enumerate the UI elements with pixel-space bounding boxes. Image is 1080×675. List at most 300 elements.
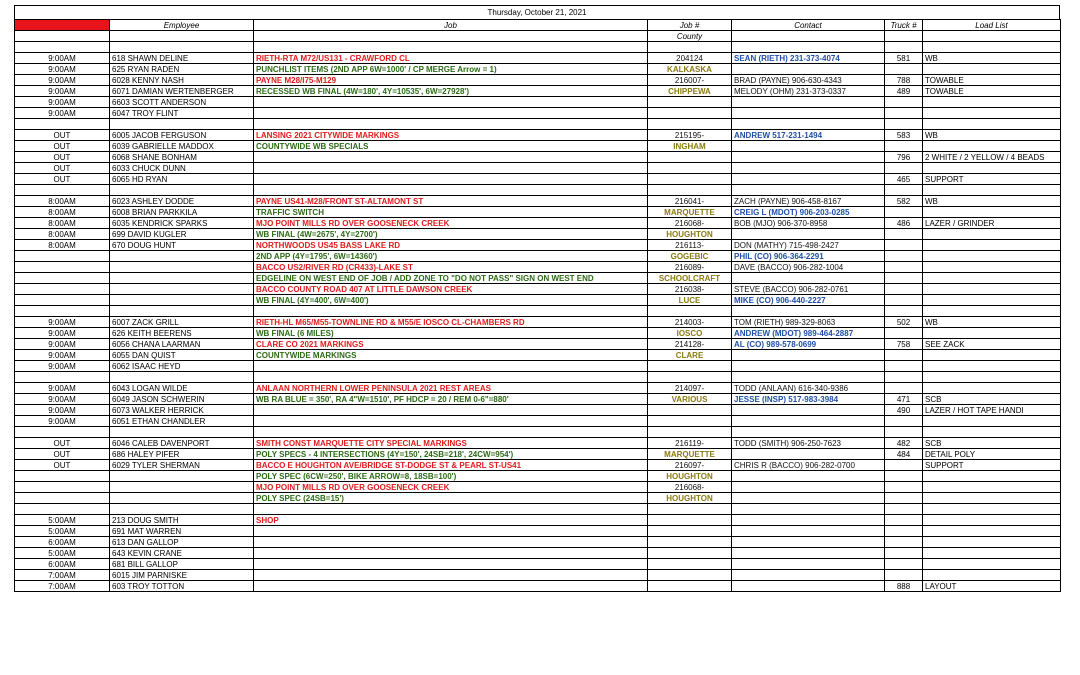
employee-cell <box>110 284 254 295</box>
job-cell: RIETH-RTA M72/US131 - CRAWFORD CL <box>254 53 648 64</box>
table-row <box>15 207 1061 218</box>
contact-cell <box>732 152 885 163</box>
header-job-number: Job # <box>648 20 732 31</box>
table-row <box>15 570 1061 581</box>
table-row <box>15 306 1061 317</box>
load-list-cell <box>923 295 1061 306</box>
table-row <box>15 548 1061 559</box>
contact-cell <box>732 504 885 515</box>
time-cell: 9:00AM <box>15 97 110 108</box>
contact-cell: ANDREW 517-231-1494 <box>732 130 885 141</box>
job-cell <box>254 42 648 53</box>
truck-cell: 486 <box>885 218 923 229</box>
table-row <box>15 64 1061 75</box>
job-cell: POLY SPEC (6CW=250', BIKE ARROW=8, 18SB=100') <box>254 471 648 482</box>
table-row <box>15 86 1061 97</box>
job-cell <box>254 559 648 570</box>
employee-cell: 6068 SHANE BONHAM <box>110 152 254 163</box>
job-number-cell <box>648 581 732 592</box>
job-cell <box>254 537 648 548</box>
contact-cell <box>732 42 885 53</box>
truck-cell <box>885 163 923 174</box>
employee-cell <box>110 42 254 53</box>
job-number-cell: 204124 <box>648 53 732 64</box>
table-row <box>15 405 1061 416</box>
job-cell <box>254 548 648 559</box>
table-row <box>15 97 1061 108</box>
time-cell <box>15 482 110 493</box>
job-cell: COUNTYWIDE MARKINGS <box>254 350 648 361</box>
employee-cell: 6051 ETHAN CHANDLER <box>110 416 254 427</box>
table-row <box>15 141 1061 152</box>
job-cell <box>254 163 648 174</box>
job-number-cell: CHIPPEWA <box>648 86 732 97</box>
contact-cell <box>732 449 885 460</box>
contact-cell <box>732 493 885 504</box>
job-cell: SHOP <box>254 515 648 526</box>
employee-cell: 6039 GABRIELLE MADDOX <box>110 141 254 152</box>
table-row <box>15 438 1061 449</box>
employee-cell <box>110 262 254 273</box>
table-row <box>15 295 1061 306</box>
job-number-cell <box>648 119 732 130</box>
time-cell: OUT <box>15 438 110 449</box>
load-list-cell <box>923 361 1061 372</box>
job-number-cell: 214003- <box>648 317 732 328</box>
table-row <box>15 218 1061 229</box>
truck-cell <box>885 493 923 504</box>
load-list-cell <box>923 273 1061 284</box>
employee-cell: 6023 ASHLEY DODDE <box>110 196 254 207</box>
load-list-cell <box>923 207 1061 218</box>
employee-cell <box>110 427 254 438</box>
job-number-cell: 216089- <box>648 262 732 273</box>
job-number-cell: 216113- <box>648 240 732 251</box>
time-cell: 8:00AM <box>15 218 110 229</box>
time-cell: 9:00AM <box>15 416 110 427</box>
truck-cell <box>885 515 923 526</box>
job-number-cell <box>648 416 732 427</box>
time-cell <box>15 119 110 130</box>
employee-cell <box>110 372 254 383</box>
load-list-cell: WB <box>923 196 1061 207</box>
truck-cell <box>885 416 923 427</box>
job-number-cell: IOSCO <box>648 328 732 339</box>
contact-cell <box>732 537 885 548</box>
contact-cell: TODD (ANLAAN) 616-340-9386 <box>732 383 885 394</box>
job-number-cell <box>648 306 732 317</box>
contact-cell: MELODY (OHM) 231-373-0337 <box>732 86 885 97</box>
employee-cell: 603 TROY TOTTON <box>110 581 254 592</box>
table-row <box>15 42 1061 53</box>
contact-cell: AL (CO) 989-578-0699 <box>732 339 885 350</box>
contact-cell <box>732 581 885 592</box>
table-row <box>15 515 1061 526</box>
job-number-cell: KALKASKA <box>648 64 732 75</box>
truck-cell <box>885 207 923 218</box>
truck-cell: 888 <box>885 581 923 592</box>
contact-cell <box>732 108 885 119</box>
time-cell: 9:00AM <box>15 53 110 64</box>
contact-cell <box>732 482 885 493</box>
load-list-cell <box>923 350 1061 361</box>
job-cell: TRAFFIC SWITCH <box>254 207 648 218</box>
truck-cell <box>885 273 923 284</box>
truck-cell: 758 <box>885 339 923 350</box>
contact-cell <box>732 570 885 581</box>
employee-cell: 6065 HD RYAN <box>110 174 254 185</box>
employee-cell <box>110 504 254 515</box>
job-cell <box>254 108 648 119</box>
job-cell <box>254 504 648 515</box>
table-row <box>15 383 1061 394</box>
employee-cell: 6056 CHANA LAARMAN <box>110 339 254 350</box>
job-number-cell: HOUGHTON <box>648 493 732 504</box>
job-cell: BACCO E HOUGHTON AVE/BRIDGE ST-DODGE ST & PEARL ST-US41 <box>254 460 648 471</box>
truck-cell <box>885 328 923 339</box>
job-cell <box>254 570 648 581</box>
schedule-sheet <box>14 5 1060 592</box>
employee-cell: 6005 JACOB FERGUSON <box>110 130 254 141</box>
time-cell: 8:00AM <box>15 207 110 218</box>
time-cell: 7:00AM <box>15 581 110 592</box>
job-cell: RIETH-HL M65/M55-TOWNLINE RD & M55/E IOSCO CL-CHAMBERS RD <box>254 317 648 328</box>
contact-cell: DON (MATHY) 715-498-2427 <box>732 240 885 251</box>
contact-cell <box>732 559 885 570</box>
table-row <box>15 339 1061 350</box>
employee-cell: 6008 BRIAN PARKKILA <box>110 207 254 218</box>
employee-cell <box>110 306 254 317</box>
table-row <box>15 152 1061 163</box>
contact-cell <box>732 119 885 130</box>
load-list-cell <box>923 416 1061 427</box>
table-row <box>15 493 1061 504</box>
job-number-cell <box>648 163 732 174</box>
job-number-cell <box>648 372 732 383</box>
employee-cell <box>110 493 254 504</box>
time-cell: OUT <box>15 130 110 141</box>
time-cell: OUT <box>15 460 110 471</box>
employee-cell: 618 SHAWN DELINE <box>110 53 254 64</box>
job-cell <box>254 372 648 383</box>
truck-cell <box>885 306 923 317</box>
load-list-cell <box>923 97 1061 108</box>
job-number-cell: SCHOOLCRAFT <box>648 273 732 284</box>
load-list-cell: LAZER / GRINDER <box>923 218 1061 229</box>
table-row <box>15 240 1061 251</box>
time-cell: 9:00AM <box>15 317 110 328</box>
contact-cell <box>732 526 885 537</box>
job-number-cell: 216038- <box>648 284 732 295</box>
contact-cell <box>732 64 885 75</box>
load-list-cell: WB <box>923 53 1061 64</box>
employee-cell: 643 KEVIN CRANE <box>110 548 254 559</box>
load-list-cell <box>923 570 1061 581</box>
table-row <box>15 119 1061 130</box>
contact-cell <box>732 174 885 185</box>
truck-cell: 465 <box>885 174 923 185</box>
job-number-cell: 214128- <box>648 339 732 350</box>
contact-cell: BRAD (PAYNE) 906-630-4343 <box>732 75 885 86</box>
load-list-cell: SCB <box>923 438 1061 449</box>
truck-cell <box>885 295 923 306</box>
contact-cell <box>732 416 885 427</box>
load-list-cell: SUPPORT <box>923 174 1061 185</box>
table-row <box>15 526 1061 537</box>
employee-cell: 686 HALEY PIFER <box>110 449 254 460</box>
table-row <box>15 53 1061 64</box>
job-number-cell <box>648 526 732 537</box>
header-county: County <box>648 31 732 42</box>
load-list-cell <box>923 515 1061 526</box>
subheader-row <box>15 31 1061 42</box>
job-number-cell: 216068- <box>648 218 732 229</box>
table-row <box>15 427 1061 438</box>
load-list-cell <box>923 504 1061 515</box>
table-row <box>15 284 1061 295</box>
contact-cell: CREIG L (MDOT) 906-203-0285 <box>732 207 885 218</box>
truck-cell <box>885 240 923 251</box>
job-number-cell: 214097- <box>648 383 732 394</box>
time-cell <box>15 42 110 53</box>
truck-cell <box>885 570 923 581</box>
job-number-cell <box>648 361 732 372</box>
table-row <box>15 416 1061 427</box>
contact-cell <box>732 427 885 438</box>
job-cell <box>254 526 648 537</box>
table-row <box>15 108 1061 119</box>
truck-cell: 582 <box>885 196 923 207</box>
time-cell: 9:00AM <box>15 86 110 97</box>
table-row <box>15 75 1061 86</box>
employee-cell <box>110 251 254 262</box>
job-cell: 2ND APP (4Y=1795', 6W=14360') <box>254 251 648 262</box>
contact-cell: JESSE (INSP) 517-983-3984 <box>732 394 885 405</box>
table-row <box>15 251 1061 262</box>
truck-cell <box>885 262 923 273</box>
truck-cell: 796 <box>885 152 923 163</box>
load-list-cell <box>923 240 1061 251</box>
truck-cell <box>885 504 923 515</box>
table-row <box>15 482 1061 493</box>
truck-cell: 583 <box>885 130 923 141</box>
job-number-cell: VARIOUS <box>648 394 732 405</box>
load-list-cell <box>923 383 1061 394</box>
job-cell: COUNTYWIDE WB SPECIALS <box>254 141 648 152</box>
header-truck: Truck # <box>885 20 923 31</box>
job-cell <box>254 405 648 416</box>
job-cell: WB FINAL (6 MILES) <box>254 328 648 339</box>
job-number-cell: 216119- <box>648 438 732 449</box>
job-cell <box>254 97 648 108</box>
employee-cell: 6047 TROY FLINT <box>110 108 254 119</box>
employee-cell: 691 MAT WARREN <box>110 526 254 537</box>
employee-cell <box>110 471 254 482</box>
time-cell <box>15 504 110 515</box>
table-row <box>15 460 1061 471</box>
load-list-cell <box>923 482 1061 493</box>
truck-cell <box>885 372 923 383</box>
time-cell <box>15 427 110 438</box>
load-list-cell <box>923 108 1061 119</box>
truck-cell <box>885 97 923 108</box>
load-list-cell <box>923 537 1061 548</box>
truck-cell: 471 <box>885 394 923 405</box>
time-cell: 6:00AM <box>15 559 110 570</box>
truck-cell: 788 <box>885 75 923 86</box>
job-cell: SMITH CONST MARQUETTE CITY SPECIAL MARKINGS <box>254 438 648 449</box>
job-cell: PAYNE US41-M28/FRONT ST-ALTAMONT ST <box>254 196 648 207</box>
contact-cell <box>732 185 885 196</box>
job-cell <box>254 581 648 592</box>
contact-cell <box>732 361 885 372</box>
job-cell: RECESSED WB FINAL (4W=180', 4Y=10535', 6W=27928') <box>254 86 648 97</box>
employee-cell: 6035 KENDRICK SPARKS <box>110 218 254 229</box>
table-row <box>15 504 1061 515</box>
job-number-cell <box>648 185 732 196</box>
job-number-cell: 215195- <box>648 130 732 141</box>
load-list-cell: 2 WHITE / 2 YELLOW / 4 BEADS <box>923 152 1061 163</box>
employee-cell: 626 KEITH BEERENS <box>110 328 254 339</box>
time-cell: 9:00AM <box>15 361 110 372</box>
time-cell: 7:00AM <box>15 570 110 581</box>
job-cell <box>254 306 648 317</box>
table-row <box>15 229 1061 240</box>
truck-cell: 482 <box>885 438 923 449</box>
load-list-cell <box>923 185 1061 196</box>
job-number-cell <box>648 559 732 570</box>
time-cell <box>15 284 110 295</box>
job-number-cell <box>648 152 732 163</box>
load-list-cell <box>923 526 1061 537</box>
table-row <box>15 174 1061 185</box>
contact-cell <box>732 163 885 174</box>
truck-cell: 581 <box>885 53 923 64</box>
truck-cell: 484 <box>885 449 923 460</box>
job-cell: WB RA BLUE = 350', RA 4"W=1510', PF HDCP = 20 / REM 0-6"=880' <box>254 394 648 405</box>
job-number-cell: LUCE <box>648 295 732 306</box>
truck-cell: 489 <box>885 86 923 97</box>
time-cell: 9:00AM <box>15 75 110 86</box>
employee-cell: 670 DOUG HUNT <box>110 240 254 251</box>
job-cell: PUNCHLIST ITEMS (2ND APP 6W=1000' / CP MERGE Arrow = 1) <box>254 64 648 75</box>
table-row <box>15 361 1061 372</box>
job-number-cell <box>648 97 732 108</box>
contact-cell <box>732 306 885 317</box>
job-number-cell <box>648 537 732 548</box>
job-number-cell <box>648 515 732 526</box>
truck-cell <box>885 526 923 537</box>
truck-cell <box>885 42 923 53</box>
load-list-cell <box>923 471 1061 482</box>
header-load-list: Load List <box>923 20 1061 31</box>
time-cell: OUT <box>15 174 110 185</box>
truck-cell <box>885 537 923 548</box>
truck-cell <box>885 361 923 372</box>
job-number-cell <box>648 504 732 515</box>
load-list-cell <box>923 42 1061 53</box>
load-list-cell <box>923 229 1061 240</box>
truck-cell <box>885 559 923 570</box>
table-row <box>15 471 1061 482</box>
employee-cell <box>110 185 254 196</box>
contact-cell: BOB (MJO) 906-370-8958 <box>732 218 885 229</box>
job-number-cell <box>648 570 732 581</box>
load-list-cell <box>923 163 1061 174</box>
job-cell <box>254 152 648 163</box>
employee-cell: 6071 DAMIAN WERTENBERGER <box>110 86 254 97</box>
job-number-cell: 216097- <box>648 460 732 471</box>
table-row <box>15 196 1061 207</box>
contact-cell <box>732 405 885 416</box>
table-row <box>15 372 1061 383</box>
table-row <box>15 317 1061 328</box>
time-cell: 9:00AM <box>15 405 110 416</box>
contact-cell: ANDREW (MDOT) 989-464-2887 <box>732 328 885 339</box>
job-cell <box>254 185 648 196</box>
employee-cell <box>110 119 254 130</box>
table-row <box>15 328 1061 339</box>
job-number-cell: MARQUETTE <box>648 449 732 460</box>
time-cell: 9:00AM <box>15 339 110 350</box>
truck-cell <box>885 427 923 438</box>
header-contact: Contact <box>732 20 885 31</box>
time-cell <box>15 185 110 196</box>
employee-cell: 6055 DAN QUIST <box>110 350 254 361</box>
truck-cell <box>885 251 923 262</box>
truck-cell <box>885 64 923 75</box>
table-row <box>15 185 1061 196</box>
truck-cell: 502 <box>885 317 923 328</box>
load-list-cell <box>923 141 1061 152</box>
truck-cell <box>885 141 923 152</box>
job-cell: PAYNE M28/I75-M129 <box>254 75 648 86</box>
header-employee: Employee <box>110 20 254 31</box>
contact-cell <box>732 548 885 559</box>
employee-cell: 6015 JIM PARNISKE <box>110 570 254 581</box>
contact-cell: PHIL (CO) 906-364-2291 <box>732 251 885 262</box>
time-cell: 9:00AM <box>15 108 110 119</box>
contact-cell <box>732 141 885 152</box>
contact-cell: DAVE (BACCO) 906-282-1004 <box>732 262 885 273</box>
contact-cell: ZACH (PAYNE) 906-458-8167 <box>732 196 885 207</box>
load-list-cell <box>923 328 1061 339</box>
load-list-cell: TOWABLE <box>923 86 1061 97</box>
job-cell: NORTHWOODS US45 BASS LAKE RD <box>254 240 648 251</box>
load-list-cell <box>923 119 1061 130</box>
time-cell <box>15 251 110 262</box>
truck-cell <box>885 284 923 295</box>
truck-cell <box>885 482 923 493</box>
time-cell: 8:00AM <box>15 229 110 240</box>
truck-cell <box>885 460 923 471</box>
contact-cell: TODD (SMITH) 906-250-7623 <box>732 438 885 449</box>
truck-cell <box>885 383 923 394</box>
employee-cell: 6007 ZACK GRILL <box>110 317 254 328</box>
employee-cell: 6043 LOGAN WILDE <box>110 383 254 394</box>
truck-cell <box>885 108 923 119</box>
time-cell: 8:00AM <box>15 196 110 207</box>
time-cell: 6:00AM <box>15 537 110 548</box>
contact-cell: SEAN (RIETH) 231-373-4074 <box>732 53 885 64</box>
truck-cell <box>885 548 923 559</box>
job-cell <box>254 416 648 427</box>
load-list-cell <box>923 559 1061 570</box>
time-cell: OUT <box>15 141 110 152</box>
job-number-cell <box>648 42 732 53</box>
time-cell: OUT <box>15 449 110 460</box>
job-cell <box>254 427 648 438</box>
